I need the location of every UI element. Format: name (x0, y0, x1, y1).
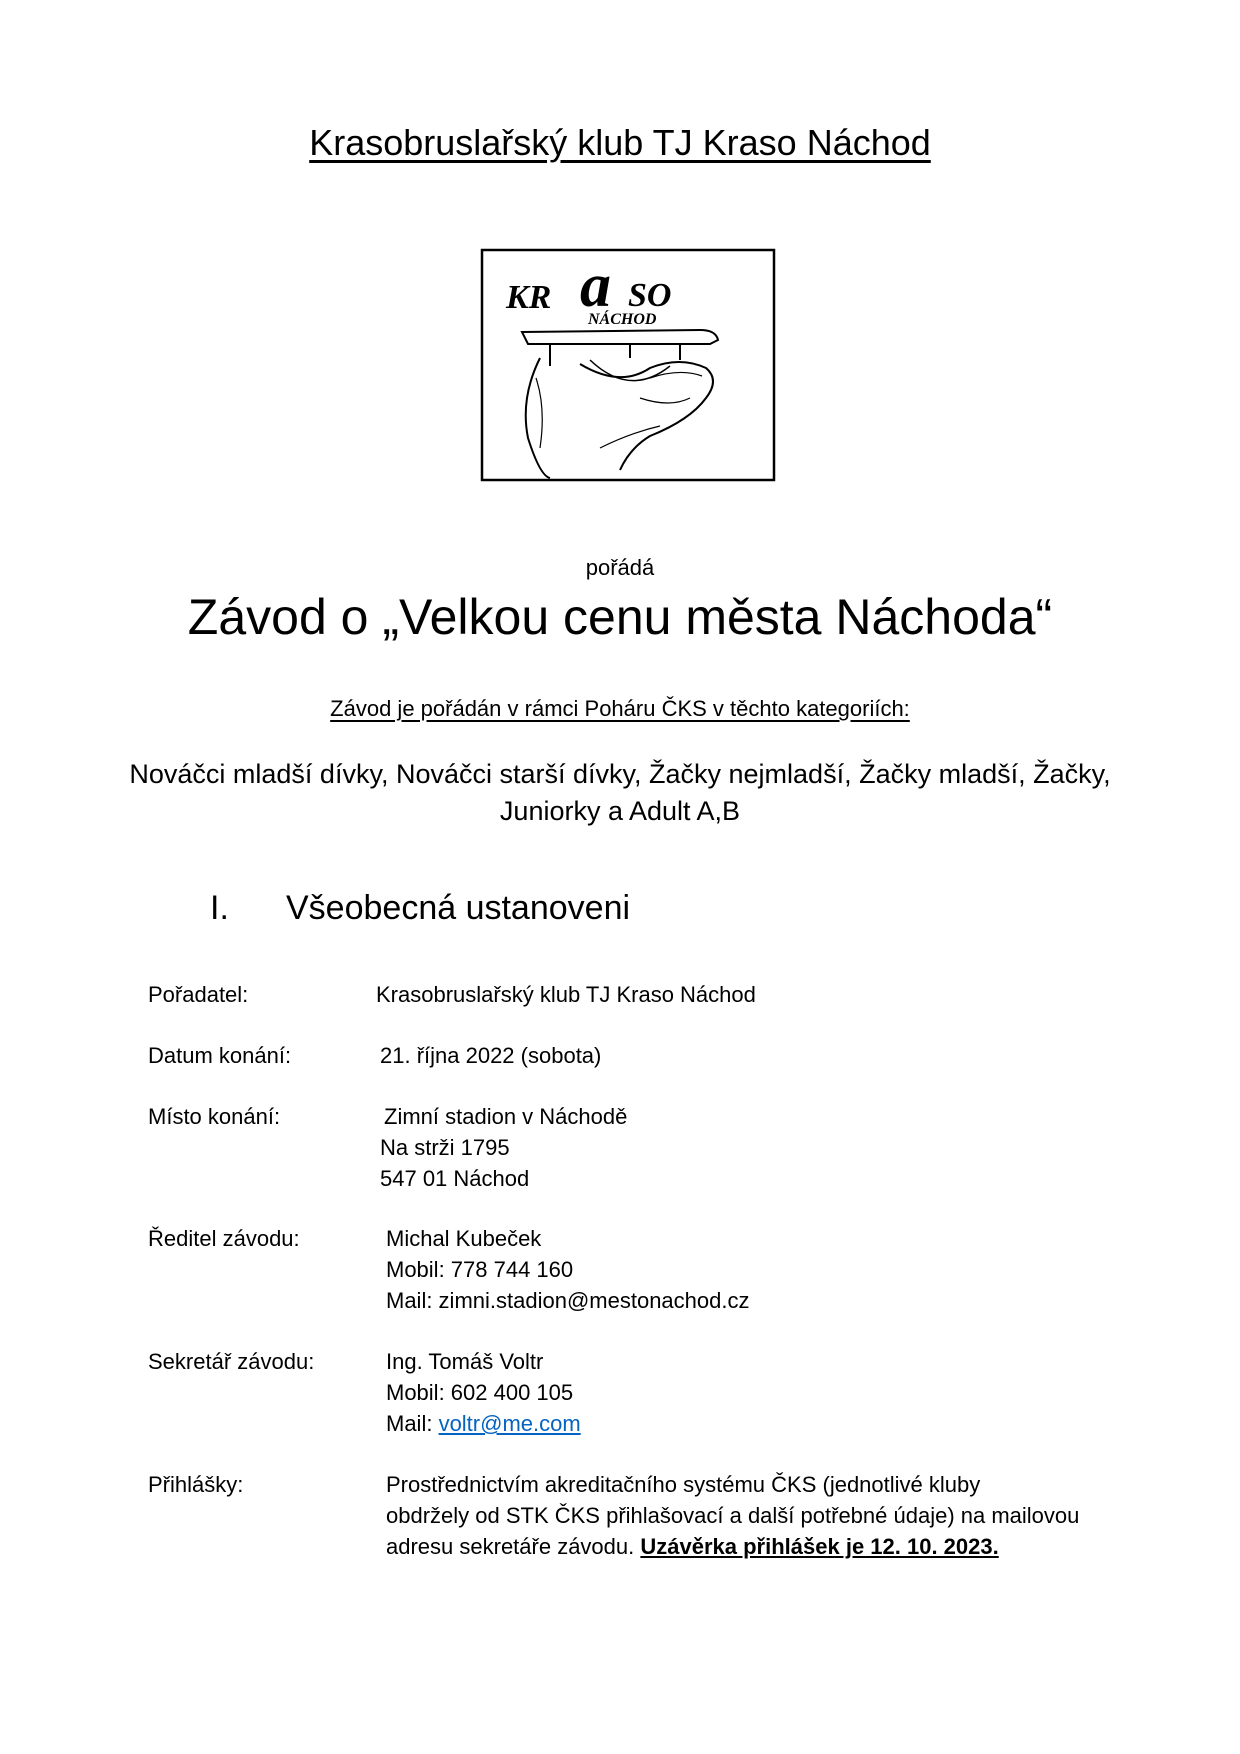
svg-text:SO: SO (628, 277, 672, 314)
registration-text: adresu sekretáře závodu. (386, 1534, 641, 1559)
svg-text:NÁCHOD: NÁCHOD (588, 311, 657, 328)
club-title: Krasobruslařský klub TJ Kraso Náchod (309, 122, 931, 163)
secretary-phone: Mobil: 602 400 105 (386, 1380, 574, 1405)
organizer-value: Krasobruslařský klub TJ Kraso Náchod (376, 982, 756, 1007)
section-number: I. (210, 889, 229, 927)
section-title: Všeobecná ustanoveni (286, 889, 631, 927)
registration-line: obdržely od STK ČKS přihlašovací a další potřebné údaje) na mailovou (386, 1503, 1080, 1528)
secretary-name: Ing. Tomáš Voltr (386, 1349, 544, 1374)
venue-line: 547 01 Náchod (380, 1166, 530, 1191)
skate-logo-icon (480, 248, 776, 482)
date-label: Datum konání: (148, 1043, 292, 1068)
director-phone: Mobil: 778 744 160 (386, 1257, 574, 1282)
venue-label: Místo konání: (148, 1104, 281, 1129)
director-mail: Mail: zimni.stadion@mestonachod.cz (386, 1288, 750, 1313)
registration-line (386, 1532, 999, 1563)
director-label: Ředitel závodu: (148, 1226, 300, 1251)
organizer-label: Pořadatel: (148, 982, 249, 1007)
secretary-mail-link[interactable]: voltr@me.com (438, 1411, 581, 1436)
categories-list (0, 756, 1240, 830)
svg-text:KR: KR (506, 279, 552, 316)
categories-line: Juniorky a Adult A,B (499, 796, 741, 826)
secretary-mail-prefix: Mail: (386, 1411, 439, 1436)
secretary-label: Sekretář závodu: (148, 1349, 315, 1374)
date-value: 21. října 2022 (sobota) (380, 1043, 602, 1068)
registration-line: Prostřednictvím akreditačního systému ČKS (jednotlivé kluby (386, 1472, 981, 1497)
svg-text:a: a (580, 252, 611, 320)
secretary-mail (386, 1409, 581, 1440)
registration-label: Přihlášky: (148, 1472, 244, 1497)
cup-note: Závod je pořádán v rámci Poháru ČKS v těchto kategoriích: (330, 696, 910, 721)
registration-deadline: Uzávěrka přihlášek je 12. 10. 2023. (640, 1534, 999, 1559)
event-title: Závod o „Velkou cenu města Náchoda“ (187, 589, 1053, 645)
venue-line: Zimní stadion v Náchodě (384, 1104, 628, 1129)
categories-line: Nováčci mladší dívky, Nováčci starší dívky, Žačky nejmladší, Žačky mladší, Žačky, (129, 759, 1111, 789)
organizes-text: pořádá (585, 555, 655, 580)
venue-line: Na strži 1795 (380, 1135, 510, 1160)
director-name: Michal Kubeček (386, 1226, 542, 1251)
